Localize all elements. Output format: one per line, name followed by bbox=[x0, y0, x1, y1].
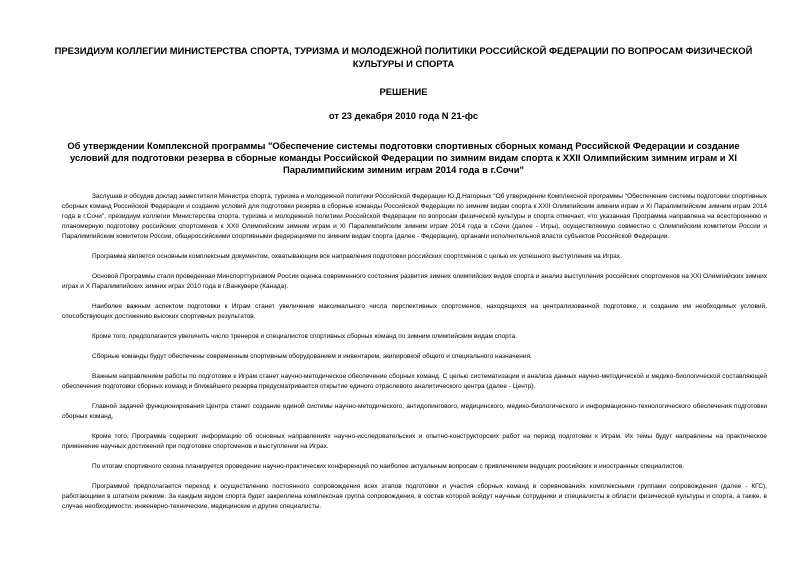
body-paragraph: Наиболее важным аспектом подготовки к Играм станет увеличение максимального числа перспективных спортсменов, находящихся на централизованной подготовке, и создание им необходимых условий, способствующих достижению высоких спортивных результатов. bbox=[62, 303, 767, 320]
body-paragraph: Важным направлением работы по подготовке к Играм станет научно-методическое обеспечение сборных команд. С целью систематизации и анализа данных научно-методической и медико-биологической составляющей обеспечения подготовки сборных команд и ближайшего резерва предусматривается открытие единого отраслевого аналитического центра (далее - Центр). bbox=[62, 373, 767, 390]
body-paragraph: Кроме того, предполагается увеличить число тренеров и специалистов спортивных сборных команд по зимним олимпийским видам спорта. bbox=[92, 333, 517, 340]
body-paragraph: Заслушав и обсудив доклад заместителя Министра спорта, туризма и молодежной политики Российской Федерации Ю.Д.Нагорных "Об утверждении Комплексной программы "Обеспечение системы подготовки спортивных сборных команд Российской Федерации и создание условий для подготовки резерва в сборные команды Российской Федерации по зимним видам спорта к XXII Олимпийским зимним играм и XI Паралимпийским зимним играм 2014 года в г.Сочи", президиум коллегии Министерства спорта, туризма и молодежной политики Российской Федерации по вопросам физической культуры и спорта отмечает, что указанная Программа направлена на всестороннюю и планомерную подготовку российских спортсменов к XXII Олимпийским зимним играм и XI Паралимпийским зимним играм 2014 года в г.Сочи (далее - Игры), осуществляемую совместно с Олимпийским комитетом России и Паралимпийским комитетом России, общероссийскими спортивными федерациями по зимним видам спорта (далее - Федерации), органами исполнительной власти субъектов Российской Федерации. bbox=[62, 193, 767, 240]
body-paragraph: Сборные команды будут обеспечены современным спортивным оборудованием и инвентарем, экипировкой общего и специального назначения. bbox=[92, 353, 532, 360]
body-paragraph: Кроме того, Программа содержит информацию об основных направлениях научно-исследовательских и опытно-конструкторских работ на период подготовки к Играм. Их темы будут направлены на практическое применение научных достижений при подготовке спортсменов и выступлении на Играх. bbox=[62, 433, 767, 450]
document-type: РЕШЕНИЕ bbox=[379, 86, 428, 97]
body-paragraph: Программой предполагается переход к осуществлению постоянного сопровождения всех этапов подготовки и участия сборных команд в соревнованиях комплексными группами сопровождения (далее - КГС), работающими в штатном режиме. За каждым видом спорта будет закреплена комплексная группа сопровождения, в состав которой войдут научные сотрудники и специалисты в области физической культуры и спорта, а также, в случае необходимости, инженерно-технические, медицинские и другие специалисты. bbox=[62, 483, 767, 510]
document-title: Об утверждении Комплексной программы "Обеспечение системы подготовки спортивных сборных команд Российской Федерации и создание условий для подготовки резерва в сборные команды Российской Федерации по зимним видам спорта к XXII Олимпийским зимним играм и XI Паралимпийским зимним играм 2014 года в г.Сочи" bbox=[67, 140, 740, 175]
body-paragraph: Программа является основным комплексным документом, охватывающим все направления подготовки российских спортсменов с целью их успешного выступления на Играх. bbox=[92, 253, 622, 260]
issuing-authority-header: ПРЕЗИДИУМ КОЛЛЕГИИ МИНИСТЕРСТВА СПОРТА, ТУРИЗМА И МОЛОДЕЖНОЙ ПОЛИТИКИ РОССИЙСКОЙ ФЕДЕРАЦИИ ПО ВОПРОСАМ ФИЗИЧЕСКОЙ КУЛЬТУРЫ И СПОРТА bbox=[54, 45, 753, 69]
body-paragraph: Главной задачей функционирования Центра станет создание единой системы научно-методического, антидопингового, медицинского, медико-биологического и информационно-технологического обеспечения подготовки сборных команд. bbox=[62, 403, 767, 420]
body-paragraph: По итогам спортивного сезона планируется проведение научно-практических конференций по наиболее актуальным вопросам с привлечением ведущих российских и иностранных специалистов. bbox=[92, 463, 685, 470]
body-paragraph: Основой Программы стали проведенная Минспорттуризмом России оценка современного состояния развития зимних олимпийских видов спорта и анализ выступления российских спортсменов на XXI Олимпийских зимних играх и X Паралимпийских зимних играх 2010 года в г.Ванкувере (Канада). bbox=[62, 273, 767, 290]
document-date-number: от 23 декабря 2010 года N 21-фс bbox=[328, 110, 479, 121]
document-body bbox=[40, 192, 767, 512]
